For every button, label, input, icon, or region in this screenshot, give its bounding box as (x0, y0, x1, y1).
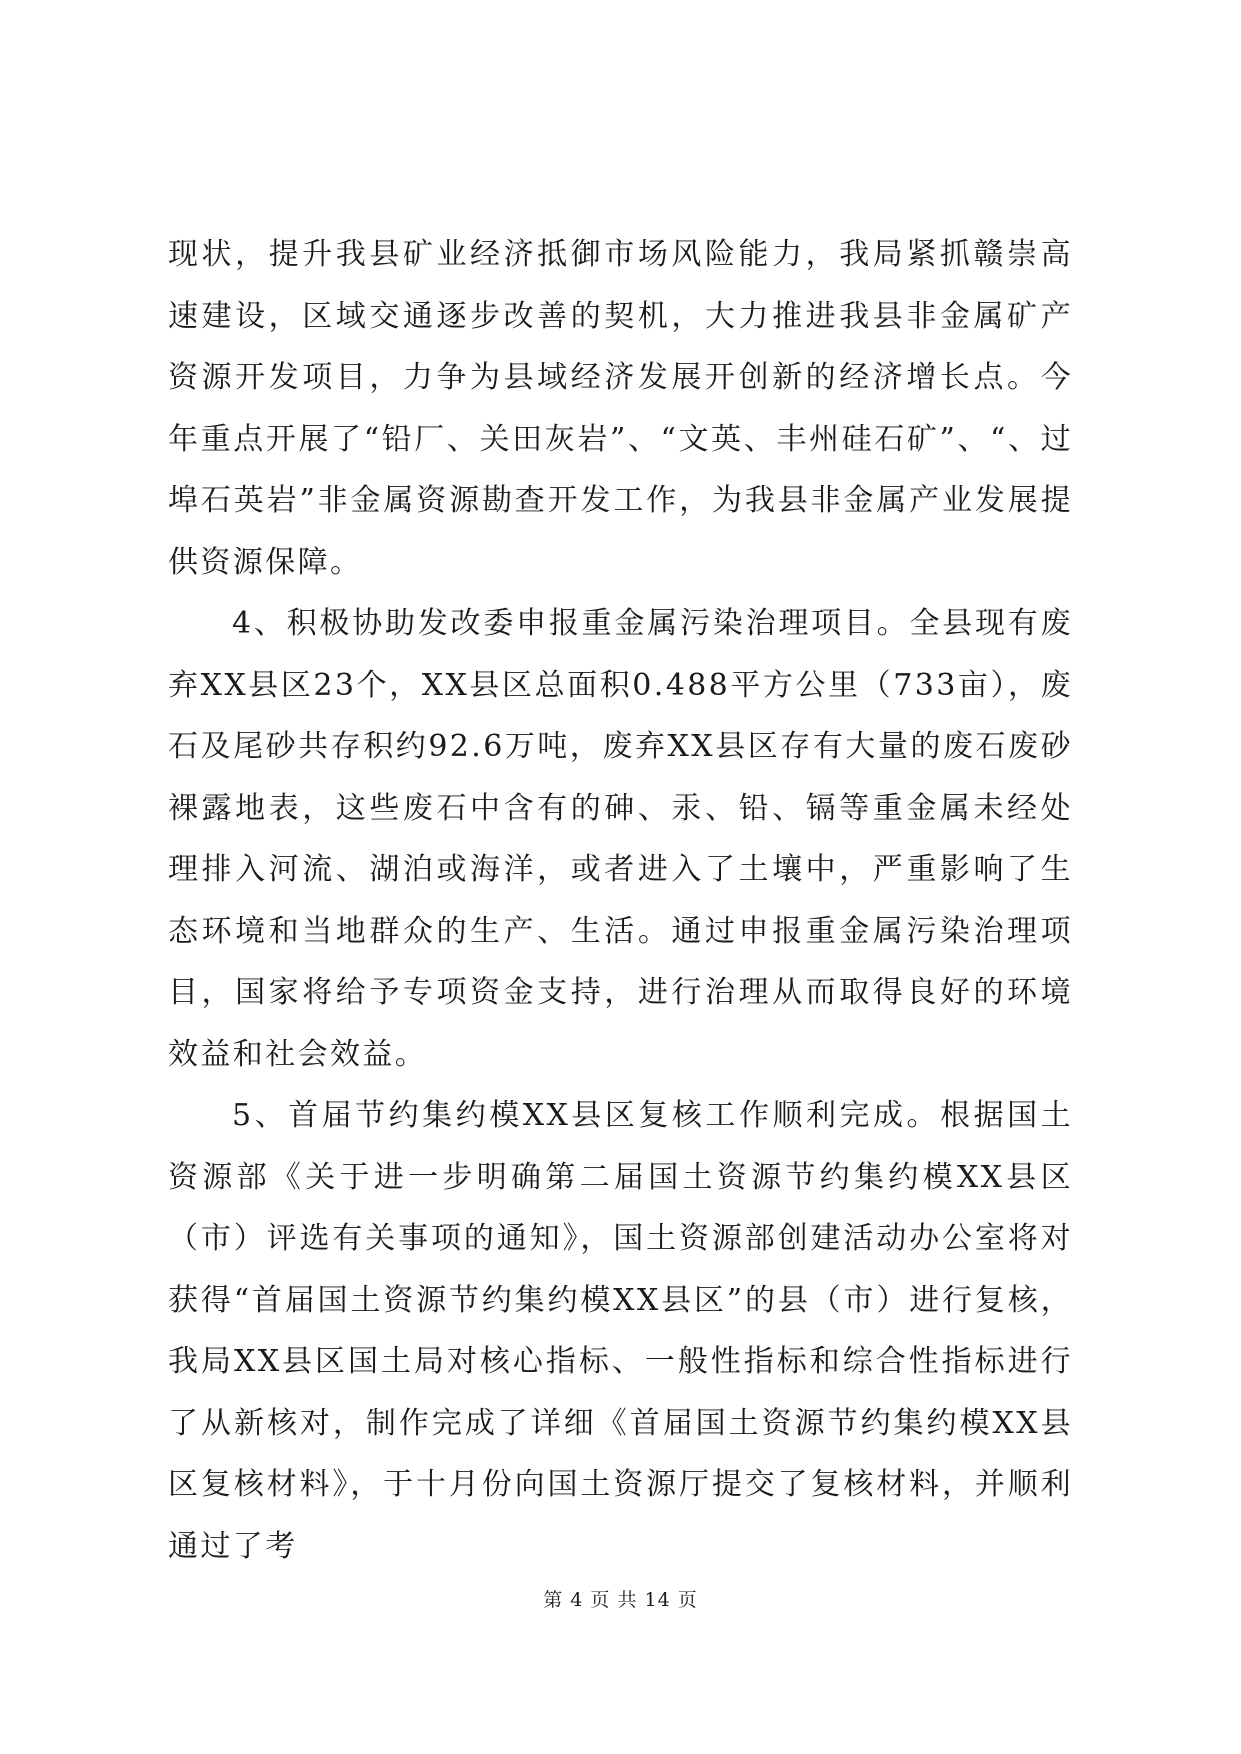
paragraph-continuation: 现状，提升我县矿业经济抵御市场风险能力，我局紧抓赣崇高速建设，区域交通逐步改善的契机，大力推进我县非金属矿产资源开发项目，力争为县域经济发展开创新的经济增长点。今年重点开展了“铅厂、关田灰岩”、“文英、丰州硅石矿”、“、过埠石英岩”非金属资源勘查开发工作，为我县非金属产业发展提供资源保障。 (168, 237, 1073, 580)
paragraph-item-4: 4、积极协助发改委申报重金属污染治理项目。全县现有废弃XX县区23个，XX县区总面积0.488平方公里（733亩），废石及尾砂共存积约92.6万吨，废弃XX县区存有大量的废石废砂裸露地表，这些废石中含有的砷、汞、铅、镉等重金属未经处理排入河流、湖泊或海洋，或者进入了土壤中，严重影响了生态环境和当地群众的生产、生活。通过申报重金属污染治理项目，国家将给予专项资金支持，进行治理从而取得良好的环境效益和社会效益。 (168, 606, 1073, 1072)
page-number-footer: 第 4 页 共 14 页 (543, 1589, 698, 1611)
paragraph-item-5: 5、首届节约集约模XX县区复核工作顺利完成。根据国土资源部《关于进一步明确第二届国土资源节约集约模XX县区（市）评选有关事项的通知》，国土资源部创建活动办公室将对获得“首届国土资源节约集约模XX县区”的县（市）进行复核，我局XX县区国土局对核心指标、一般性指标和综合性指标进行了从新核对，制作完成了详细《首届国土资源节约集约模XX县区复核材料》，于十月份向国土资源厅提交了复核材料，并顺利通过了考 (168, 1098, 1073, 1564)
document-body (168, 224, 1073, 1577)
